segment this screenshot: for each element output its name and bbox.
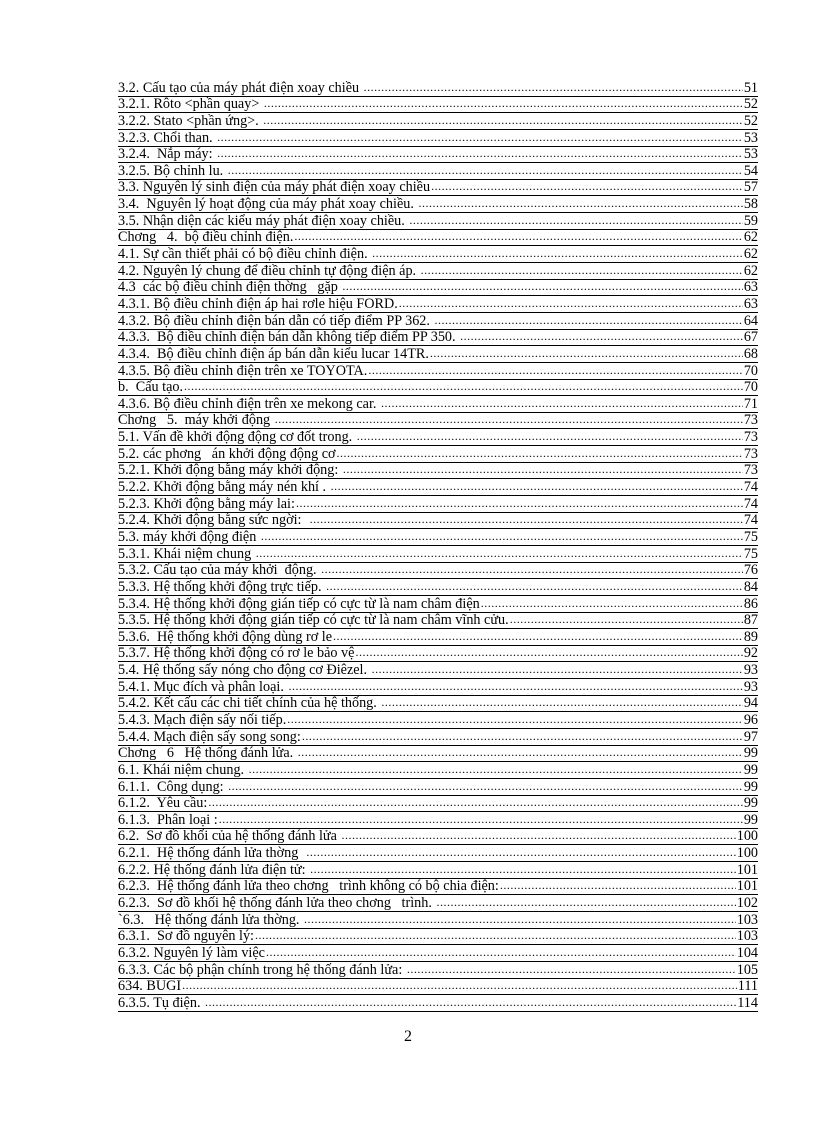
toc-dot-leader — [341, 828, 735, 843]
toc-entry — [118, 312, 758, 329]
toc-entry — [118, 545, 758, 562]
toc-entry-page: 92 — [743, 645, 758, 662]
toc-entry-title: 3.2.2. Stato <phần ứng>. — [118, 112, 263, 129]
toc-entry-page: 76 — [743, 562, 758, 579]
toc-entry — [118, 961, 758, 978]
table-of-contents — [118, 79, 758, 1012]
toc-entry-page: 100 — [736, 828, 758, 845]
toc-entry-title: 5.4. Hệ thống sấy nóng cho động cơ Điêzel. — [118, 662, 371, 679]
toc-dot-leader — [435, 313, 743, 328]
toc-entry-title: 4.1. Sự cần thiết phải có bộ điều chỉnh điện. — [118, 246, 372, 263]
toc-dot-leader — [298, 745, 743, 760]
toc-entry-page: 70 — [743, 379, 758, 396]
toc-entry-page: 104 — [736, 944, 758, 961]
toc-dot-leader — [407, 962, 736, 977]
toc-dot-leader — [296, 496, 743, 511]
toc-entry — [118, 362, 758, 379]
toc-entry — [118, 179, 758, 196]
toc-entry-page: 64 — [743, 312, 758, 329]
toc-dot-leader — [381, 695, 742, 710]
toc-entry — [118, 894, 758, 911]
toc-entry-page: 93 — [743, 678, 758, 695]
toc-entry-title: 5.2.1. Khởi động bằng máy khởi động: — [118, 462, 342, 479]
toc-entry-page: 53 — [743, 146, 758, 163]
toc-entry-title: 3.2.3. Chổi than. — [118, 129, 217, 146]
toc-entry — [118, 911, 758, 928]
toc-entry-page: 103 — [736, 911, 758, 928]
toc-entry-title: 6.1. Khái niệm chung. — [118, 761, 248, 778]
toc-entry-title: 4.3.1. Bộ điều chỉnh điện áp hai rơle hiệu FORD. — [118, 295, 398, 312]
toc-entry-title: Chơng 6 Hệ thống đánh lửa. — [118, 745, 297, 762]
toc-entry-page: 62 — [743, 246, 758, 263]
toc-entry-title: 3.4. Nguyên lý hoạt động của máy phát xoay chiều. — [118, 196, 418, 213]
toc-dot-leader — [288, 679, 742, 694]
toc-entry-title: 3.2.4. Nắp máy: — [118, 146, 217, 163]
toc-entry-title: `6.3. Hệ thống đánh lửa thờng. — [118, 911, 304, 928]
toc-entry-title: 6.2. Sơ đồ khối của hệ thống đánh lửa — [118, 828, 341, 845]
toc-dot-leader — [264, 96, 743, 111]
toc-entry-title: 5.3.7. Hệ thống khởi động có rơ le bảo vệ — [118, 645, 355, 662]
toc-entry-page: 73 — [743, 445, 758, 462]
toc-entry — [118, 195, 758, 212]
toc-entry — [118, 162, 758, 179]
toc-entry — [118, 645, 758, 662]
toc-entry — [118, 345, 758, 362]
toc-entry-title: 5.2.4. Khởi động bằng sức ngời: — [118, 512, 309, 529]
toc-entry — [118, 811, 758, 828]
toc-entry — [118, 112, 758, 129]
toc-entry — [118, 79, 758, 96]
toc-entry-title: 5.3.1. Khái niệm chung — [118, 545, 255, 562]
toc-entry — [118, 245, 758, 262]
toc-entry — [118, 994, 758, 1011]
toc-entry-title: 6.1.1. Công dụng: — [118, 778, 228, 795]
toc-dot-leader — [275, 412, 743, 427]
toc-entry-title: 5.3.6. Hệ thống khởi động dùng rơ le — [118, 628, 333, 645]
toc-entry-title: 3.5. Nhận diện các kiểu máy phát điện xoay chiều. — [118, 212, 409, 229]
toc-dot-leader — [500, 878, 736, 893]
toc-entry — [118, 528, 758, 545]
toc-entry — [118, 146, 758, 163]
toc-entry — [118, 279, 758, 296]
toc-dot-leader — [261, 529, 743, 544]
toc-entry-page: 111 — [737, 978, 758, 995]
toc-entry-page: 103 — [736, 928, 758, 945]
toc-entry-title: 5.2.3. Khởi động bằng máy lai: — [118, 495, 295, 512]
toc-entry-title: 6.2.1. Hệ thống đánh lửa thờng — [118, 845, 306, 862]
toc-entry-title: 5.1. Vấn đề khởi động động cơ đốt trong. — [118, 429, 356, 446]
toc-dot-leader — [355, 645, 742, 660]
toc-entry-title: Chơng 5. máy khởi động — [118, 412, 274, 429]
toc-entry — [118, 512, 758, 529]
toc-entry-title: 3.2.5. Bộ chỉnh lu. — [118, 162, 227, 179]
toc-dot-leader — [219, 812, 743, 827]
toc-entry-title: Chơng 4. bộ điều chỉnh điện. — [118, 229, 294, 246]
toc-entry-page: 73 — [743, 429, 758, 446]
toc-dot-leader — [266, 945, 736, 960]
toc-dot-leader — [294, 229, 742, 244]
page-number: 2 — [404, 1028, 412, 1045]
toc-dot-leader — [263, 113, 743, 128]
toc-entry — [118, 728, 758, 745]
toc-entry-title: 4.2. Nguyên lý chung để điều chỉnh tự động điện áp. — [118, 262, 420, 279]
toc-entry-page: 74 — [743, 495, 758, 512]
toc-dot-leader — [217, 130, 743, 145]
toc-entry-page: 96 — [743, 711, 758, 728]
toc-entry-title: 4.3.2. Bộ điều chỉnh điện bán dẫn có tiếp điểm PP 362. — [118, 312, 434, 329]
toc-dot-leader — [184, 379, 743, 394]
toc-dot-leader — [182, 978, 737, 993]
toc-entry-page: 62 — [743, 262, 758, 279]
toc-entry — [118, 978, 758, 995]
toc-dot-leader — [510, 612, 743, 627]
toc-entry-title: 3.2. Cấu tạo của máy phát điện xoay chiều — [118, 79, 363, 96]
toc-entry-title: 6.2.2. Hệ thống đánh lửa điện tử: — [118, 861, 310, 878]
toc-dot-leader — [436, 895, 735, 910]
toc-dot-leader — [217, 146, 743, 161]
toc-entry-page: 102 — [736, 895, 758, 912]
toc-entry-title: 5.4.2. Kết cấu các chi tiết chính của hệ thống. — [118, 695, 381, 712]
toc-entry — [118, 462, 758, 479]
toc-dot-leader — [368, 363, 742, 378]
toc-dot-leader — [255, 928, 736, 943]
toc-entry-page: 99 — [743, 811, 758, 828]
toc-entry-page: 73 — [743, 462, 758, 479]
toc-dot-leader — [205, 995, 736, 1010]
toc-entry-title: 4.3.4. Bộ điều chỉnh điện áp bán dẫn kiểu lucar 14TR. — [118, 345, 429, 362]
toc-entry-page: 62 — [743, 229, 758, 246]
toc-dot-leader — [256, 546, 743, 561]
toc-entry-page: 71 — [743, 395, 758, 412]
toc-entry-title: 6.2.3. Sơ đồ khối hệ thống đánh lửa theo chơng trình. — [118, 895, 436, 912]
toc-entry-title: 3.2.1. Rôto <phần quay> — [118, 96, 263, 113]
toc-dot-leader — [418, 196, 742, 211]
toc-entry-title: 4.3.5. Bộ điều chỉnh điện trên xe TOYOTA. — [118, 362, 368, 379]
toc-entry-page: 53 — [743, 129, 758, 146]
toc-entry-page: 75 — [743, 528, 758, 545]
toc-entry-page: 114 — [737, 994, 758, 1011]
toc-entry-title: 4.3 các bộ điều chỉnh điện thờng gặp — [118, 279, 342, 296]
toc-dot-leader — [337, 446, 743, 461]
toc-dot-leader — [399, 296, 743, 311]
toc-entry — [118, 445, 758, 462]
toc-entry — [118, 678, 758, 695]
toc-entry-page: 63 — [743, 295, 758, 312]
toc-entry-page: 101 — [736, 878, 758, 895]
toc-entry-title: 6.3.1. Sơ đồ nguyên lý: — [118, 928, 254, 945]
toc-dot-leader — [228, 163, 743, 178]
toc-entry-page: 58 — [743, 196, 758, 213]
toc-entry-title: 5.3.4. Hệ thống khởi động gián tiếp có cực từ là nam châm điện — [118, 595, 480, 612]
toc-entry-title: 6.3.2. Nguyên lý làm việc — [118, 944, 265, 961]
toc-dot-leader — [421, 263, 743, 278]
toc-entry-title: 6.1.2. Yêu cầu: — [118, 795, 208, 812]
toc-entry — [118, 578, 758, 595]
toc-entry — [118, 428, 758, 445]
toc-entry-page: 97 — [743, 728, 758, 745]
toc-dot-leader — [249, 762, 743, 777]
toc-entry-title: 6.1.3. Phân loại : — [118, 811, 218, 828]
toc-entry-title: 5.3.3. Hệ thống khởi động trực tiếp. — [118, 578, 326, 595]
toc-entry — [118, 395, 758, 412]
toc-entry — [118, 695, 758, 712]
toc-dot-leader — [310, 512, 743, 527]
toc-entry-title: b. Cấu tạo. — [118, 379, 184, 396]
toc-entry-page: 52 — [743, 112, 758, 129]
toc-entry-page: 75 — [743, 545, 758, 562]
toc-entry-page: 51 — [743, 79, 758, 96]
toc-entry-page: 99 — [743, 761, 758, 778]
toc-dot-leader — [481, 596, 743, 611]
toc-entry — [118, 478, 758, 495]
toc-entry-page: 100 — [736, 845, 758, 862]
toc-entry-title: 5.3.2. Cấu tạo của máy khởi động. — [118, 562, 321, 579]
toc-dot-leader — [372, 246, 743, 261]
toc-entry-title: 4.3.3. Bộ điều chỉnh điện bán dẫn không tiếp điểm PP 350. — [118, 329, 460, 346]
toc-dot-leader — [208, 795, 743, 810]
toc-entry — [118, 229, 758, 246]
toc-entry — [118, 928, 758, 945]
toc-dot-leader — [431, 179, 743, 194]
toc-dot-leader — [333, 629, 743, 644]
toc-dot-leader — [381, 396, 743, 411]
toc-entry-title: 5.2. các phơng án khởi động động cơ — [118, 445, 336, 462]
toc-entry-page: 99 — [743, 745, 758, 762]
toc-entry — [118, 495, 758, 512]
toc-entry — [118, 761, 758, 778]
toc-entry — [118, 295, 758, 312]
toc-entry-title: 6.2.3. Hệ thống đánh lửa theo chơng trình không có bộ chia điện: — [118, 878, 499, 895]
toc-dot-leader — [310, 862, 736, 877]
toc-dot-leader — [372, 662, 743, 677]
toc-entry-page: 105 — [736, 961, 758, 978]
toc-dot-leader — [357, 429, 743, 444]
toc-entry — [118, 828, 758, 845]
toc-dot-leader — [430, 346, 743, 361]
toc-entry — [118, 745, 758, 762]
toc-entry-title: 5.4.3. Mạch điện sấy nối tiếp. — [118, 711, 287, 728]
toc-entry — [118, 595, 758, 612]
toc-entry — [118, 844, 758, 861]
toc-entry-page: 99 — [743, 778, 758, 795]
toc-dot-leader — [364, 80, 743, 95]
toc-entry — [118, 379, 758, 396]
toc-entry-page: 87 — [743, 612, 758, 629]
toc-entry-page: 52 — [743, 96, 758, 113]
toc-dot-leader — [409, 213, 742, 228]
toc-entry-page: 74 — [743, 479, 758, 496]
toc-dot-leader — [326, 579, 743, 594]
toc-dot-leader — [287, 712, 743, 727]
toc-entry-page: 73 — [743, 412, 758, 429]
toc-entry-page: 93 — [743, 662, 758, 679]
toc-entry — [118, 562, 758, 579]
toc-entry — [118, 944, 758, 961]
toc-dot-leader — [331, 479, 743, 494]
toc-dot-leader — [304, 912, 736, 927]
toc-entry — [118, 795, 758, 812]
toc-entry — [118, 329, 758, 346]
toc-entry-page: 68 — [743, 345, 758, 362]
toc-dot-leader — [302, 729, 743, 744]
toc-entry — [118, 778, 758, 795]
toc-entry-page: 84 — [743, 578, 758, 595]
toc-entry — [118, 861, 758, 878]
toc-entry-page: 74 — [743, 512, 758, 529]
toc-dot-leader — [228, 779, 743, 794]
toc-entry-page: 99 — [743, 795, 758, 812]
toc-entry-page: 67 — [743, 329, 758, 346]
toc-dot-leader — [342, 279, 742, 294]
toc-entry — [118, 711, 758, 728]
toc-entry-page: 94 — [743, 695, 758, 712]
toc-entry-title: 4.3.6. Bộ điều chỉnh điện trên xe mekong car. — [118, 395, 381, 412]
toc-entry — [118, 661, 758, 678]
toc-entry-page: 54 — [743, 162, 758, 179]
toc-entry — [118, 212, 758, 229]
toc-dot-leader — [343, 462, 743, 477]
toc-dot-leader — [321, 562, 743, 577]
toc-entry — [118, 628, 758, 645]
toc-entry-title: 5.4.4. Mạch điện sấy song song: — [118, 728, 301, 745]
toc-entry-page: 59 — [743, 212, 758, 229]
toc-entry-page: 101 — [736, 861, 758, 878]
toc-entry-title: 6.3.5. Tụ điện. — [118, 994, 205, 1011]
toc-entry-title: 6.3.3. Các bộ phận chính trong hệ thống đánh lửa: — [118, 961, 406, 978]
toc-entry-page: 57 — [743, 179, 758, 196]
toc-entry-title: 5.3. máy khởi động điện — [118, 528, 260, 545]
toc-entry-title: 5.2.2. Khởi động bằng máy nén khí . — [118, 479, 330, 496]
toc-entry-title: 634. BUGI — [118, 978, 182, 995]
toc-entry-title: 3.3. Nguyên lý sinh điện của máy phát điện xoay chiều — [118, 179, 431, 196]
toc-entry-title: 5.4.1. Mục đích và phân loại. — [118, 678, 288, 695]
toc-dot-leader — [306, 845, 735, 860]
toc-entry-page: 63 — [743, 279, 758, 296]
toc-entry — [118, 612, 758, 629]
toc-entry-page: 86 — [743, 595, 758, 612]
toc-entry — [118, 262, 758, 279]
toc-entry — [118, 412, 758, 429]
toc-entry — [118, 878, 758, 895]
toc-entry-title: 5.3.5. Hệ thống khởi động gián tiếp có cực từ là nam châm vĩnh cửu. — [118, 612, 509, 629]
toc-entry-page: 89 — [743, 628, 758, 645]
toc-entry — [118, 129, 758, 146]
toc-dot-leader — [460, 329, 743, 344]
toc-entry-page: 70 — [743, 362, 758, 379]
toc-entry — [118, 96, 758, 113]
